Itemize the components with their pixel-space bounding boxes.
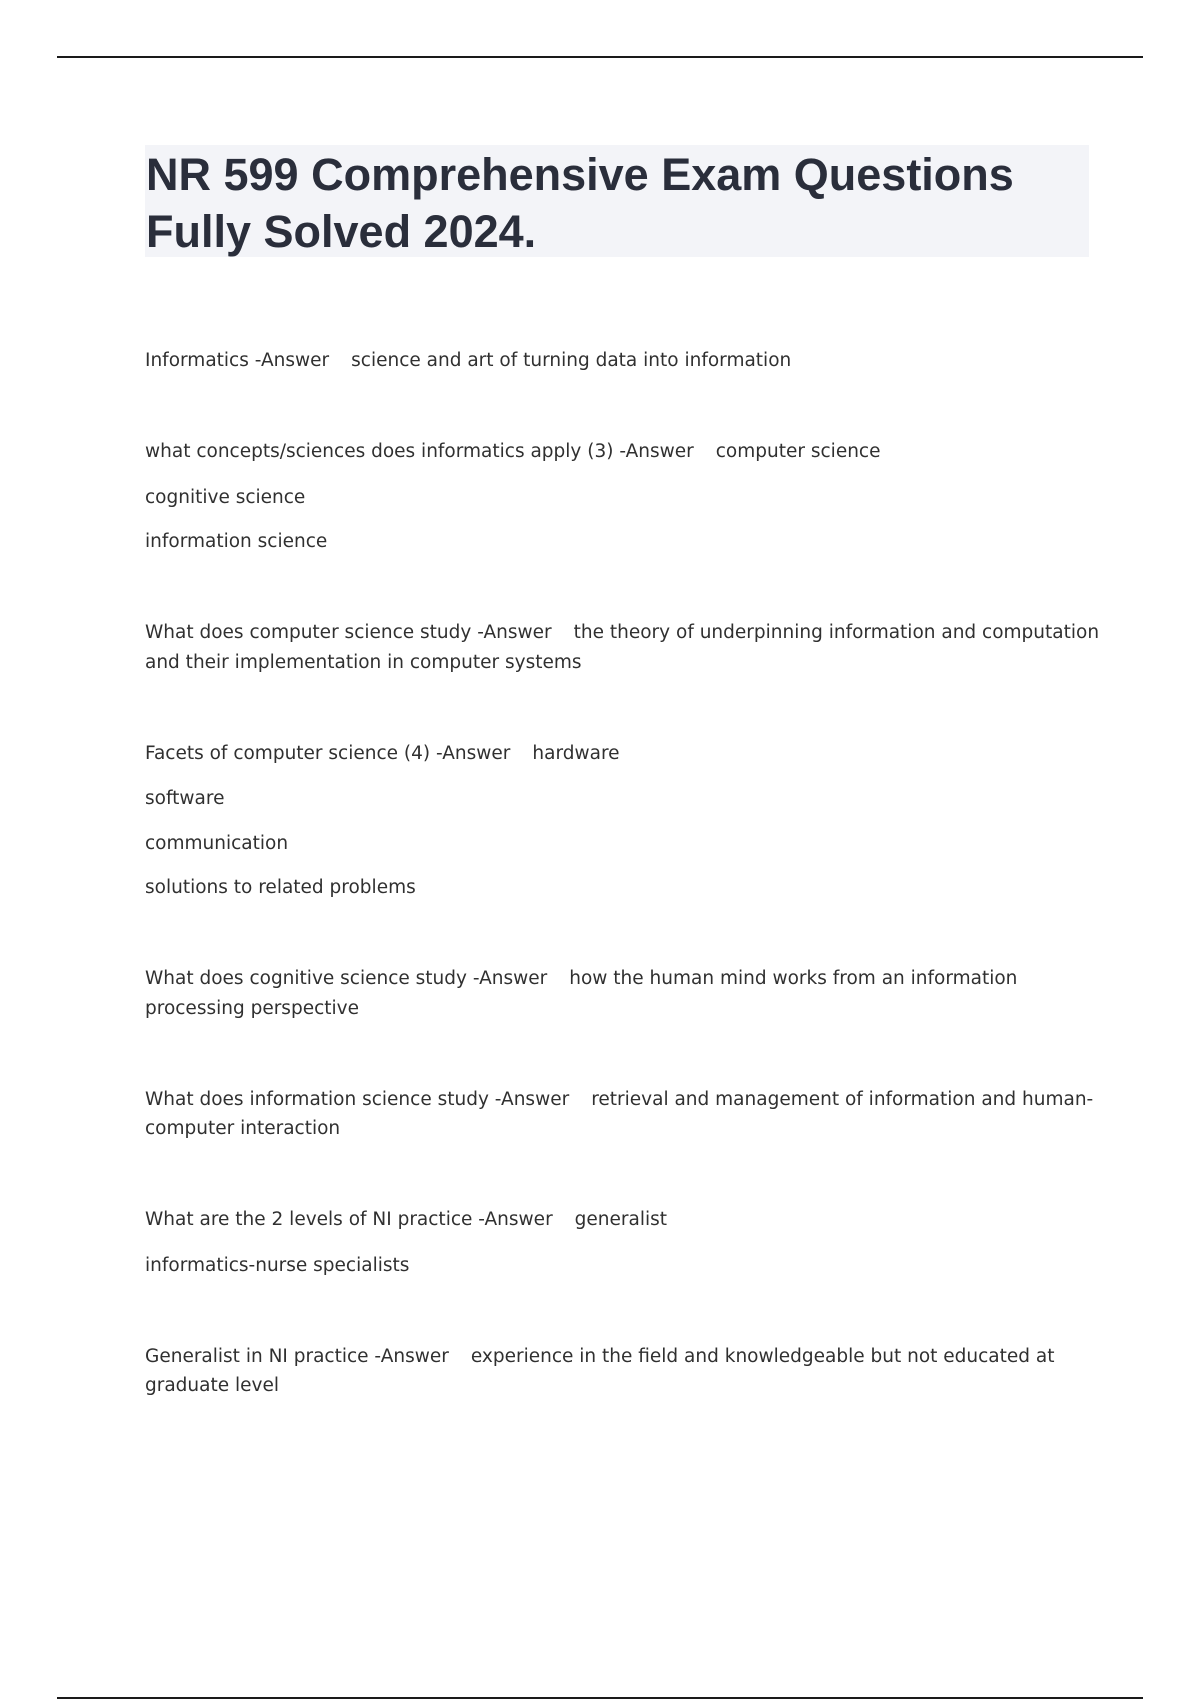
- bottom-rule: [57, 1697, 1143, 1699]
- answer-text: how the human mind works from an information: [569, 968, 1018, 989]
- answer-text: experience in the field and knowledgeable but not educated at: [470, 1346, 1055, 1367]
- qa-item: [145, 1342, 1054, 1371]
- question-text: What does computer science study -Answer: [145, 622, 552, 643]
- question-text: What does information science study -Answer: [145, 1089, 570, 1110]
- answer-line: software: [145, 788, 225, 809]
- title-line-2: Fully Solved 2024.: [146, 206, 537, 257]
- question-text: Generalist in NI practice -Answer: [145, 1346, 449, 1367]
- answer-line: information science: [145, 531, 328, 552]
- answer-text: science and art of turning data into information: [351, 350, 792, 371]
- question-text: what concepts/sciences does informatics apply (3) -Answer: [145, 441, 694, 462]
- answer-text: hardware: [532, 743, 620, 764]
- answer-line: cognitive science: [145, 487, 306, 508]
- question-text: Facets of computer science (4) -Answer: [145, 743, 511, 764]
- page-title: [146, 146, 1086, 260]
- question-text: Informatics -Answer: [145, 350, 330, 371]
- question-text: What does cognitive science study -Answer: [145, 968, 548, 989]
- answer-line: and their implementation in computer systems: [145, 652, 582, 673]
- answer-line: graduate level: [145, 1375, 279, 1396]
- qa-item: [145, 618, 1099, 647]
- answer-line: processing perspective: [145, 998, 359, 1019]
- qa-item: [145, 346, 791, 375]
- answer-line: computer interaction: [145, 1118, 341, 1139]
- qa-item: [145, 739, 620, 768]
- title-line-1: NR 599 Comprehensive Exam Questions: [146, 149, 1014, 200]
- answer-text: retrieval and management of information and human-: [591, 1089, 1094, 1110]
- qa-item: [145, 964, 1017, 993]
- qa-item: [145, 437, 880, 466]
- answer-text: computer science: [715, 441, 881, 462]
- answer-line: communication: [145, 833, 289, 854]
- answer-line: informatics-nurse specialists: [145, 1255, 410, 1276]
- answer-text: generalist: [574, 1209, 668, 1230]
- top-rule: [57, 56, 1143, 58]
- answer-line: solutions to related problems: [145, 877, 416, 898]
- qa-item: [145, 1205, 667, 1234]
- answer-text: the theory of underpinning information and computation: [573, 622, 1100, 643]
- question-text: What are the 2 levels of NI practice -Answer: [145, 1209, 553, 1230]
- qa-item: [145, 1085, 1093, 1114]
